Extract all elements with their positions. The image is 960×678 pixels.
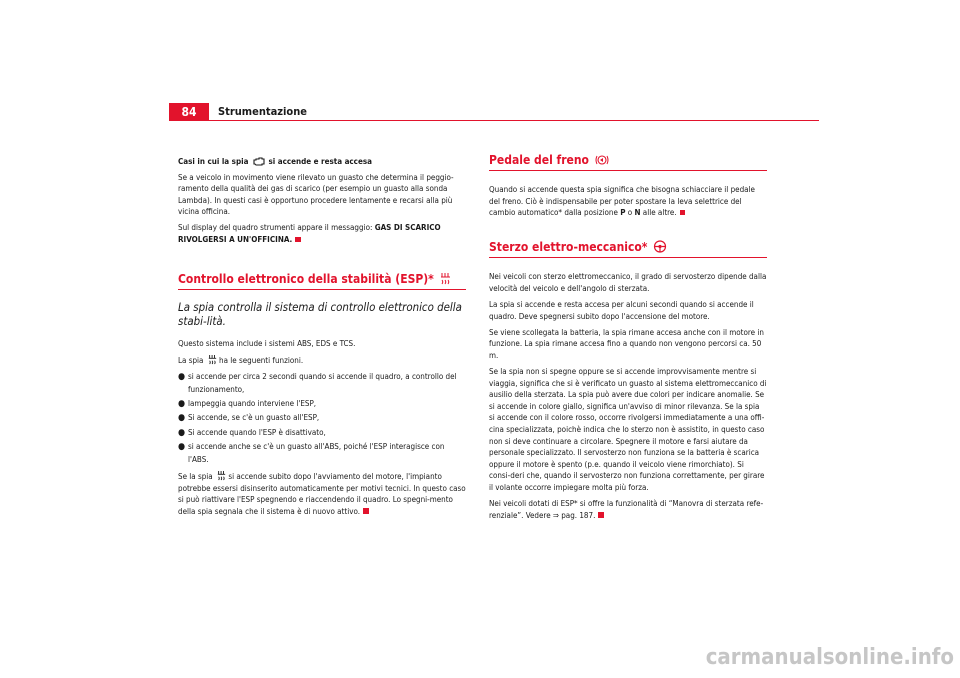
esp-bullet-item xyxy=(178,398,466,411)
section-end-marker xyxy=(363,508,369,514)
bullet-text: Si accende quando l'ESP è disattivato, xyxy=(188,427,326,437)
header-rule xyxy=(169,120,819,121)
bullet-text: si accende per circa 2 secondi quando si accende il quadro, a controllo del funzionamento, xyxy=(188,372,457,394)
bullet-dot: ● xyxy=(178,427,186,438)
bullet-text: Si accende, se c'è un guasto all'ESP, xyxy=(188,413,320,423)
esp-restart-pre: Se la spia xyxy=(178,472,213,481)
esp-title-text: Controllo elettronico della stabilità (ESP)* xyxy=(178,272,434,287)
section-end-marker xyxy=(598,512,604,518)
watermark: carmanualsonline.info xyxy=(705,645,954,670)
brake-text: Quando si accende questa spia significa che bisogna schiacciare il pedale del freno. Ciò è indispensabile per poter spostare la leva selettrice del cambio automatico* dalla posizione xyxy=(489,185,755,218)
esp-functions-intro xyxy=(178,354,466,367)
bullet-dot: ● xyxy=(178,372,186,383)
esp-restart-post: si accende subito dopo l'avviamento del motore, l'impianto potrebbe essersi disinserito automaticamente per motivi tecnici. In questo caso si può riattivare l'ESP spegnendo e riaccendendo il quadro. Lo spegni-mento della spia segnala che il sistema è di nuovo attivo. xyxy=(178,472,466,516)
page-number-tab: 84 xyxy=(169,103,209,120)
display-message: GAS DI SCARICO RIVOLGERSI A UN'OFFICINA. xyxy=(178,223,441,245)
esp-bullet-item xyxy=(178,412,466,425)
esp-section-heading xyxy=(178,272,466,290)
right-column xyxy=(489,153,767,526)
brake-text-end: alle altre. xyxy=(642,208,677,218)
bullet-text: lampeggia quando interviene l'ESP, xyxy=(188,398,317,408)
gear-position-n: N xyxy=(634,208,641,218)
esp-skid-icon xyxy=(440,272,451,285)
steering-paragraph-1: Nei veicoli con sterzo elettromeccanico, il grado di servosterzo dipende dalla velocità del veicolo e dell'angolo di sterzata. xyxy=(489,272,767,293)
brake-pedal-icon xyxy=(595,154,609,166)
engine-warning-icon xyxy=(253,157,266,166)
engine-lamp-lead xyxy=(178,156,466,168)
steering-paragraph-5 xyxy=(489,498,767,521)
steering-title-text: Sterzo elettro-meccanico* xyxy=(489,240,648,255)
steering-wheel-icon xyxy=(653,240,667,253)
steering-paragraph-2: La spia si accende e resta accesa per alcuni secondi quando si accende il quadro. Deve spegnersi subito dopo l'accensione del motore. xyxy=(489,299,754,321)
esp-subtitle: La spia controlla il sistema di controllo elettronico della stabi-lità. xyxy=(178,300,462,329)
bullet-dot: ● xyxy=(178,442,186,453)
left-column xyxy=(178,156,466,522)
lead-text-pre: Casi in cui la spia xyxy=(178,157,249,166)
brake-paragraph xyxy=(489,184,767,219)
steering-section-heading xyxy=(489,240,767,258)
steering-paragraph-4: Se la spia non si spegne oppure se si accende improvvisamente mentre si viaggia, significa che si è verificato un guasto al sistema elettromeccanico di ausilio della sterzata. La spia può avere due colori per indicare anomalie. Se si accende in colore giallo, significa un'avviso di minor rilevanza. Se la spia si accende con il colore rosso, occorre rivolgersi immediatamente a una offi-cina specializzata, poichè indica che lo sterzo non è assistito, in questo caso non si deve continuare a circolare. Spegnere il motore e farsi aiutare da personale specializzato. Il servosterzo non funziona se la batteria è scarica oppure il motore è spento (p.e. quando il veicolo viene rimorchiato). Si consi-deri che, quando il servosterzo non funziona correttamente, per girare il volante occorre impiegare molta più forza. xyxy=(489,366,767,492)
bullet-dot: ● xyxy=(178,413,186,424)
brake-text-or: o xyxy=(627,208,633,218)
brake-title-text: Pedale del freno xyxy=(489,153,589,167)
esp-bullet-item xyxy=(178,427,466,440)
gear-position-p: P xyxy=(620,208,626,218)
esp-functions-pre: La spia xyxy=(178,356,204,366)
lead-text-post: si accende e resta accesa xyxy=(268,157,372,166)
steering-paragraph-3: Se viene scollegata la batteria, la spia rimane accesa anche con il motore in funzione. La spia rimane accesa fino a quando non vengono percorsi ca. 50 m. xyxy=(489,327,764,360)
chapter-title: Strumentazione xyxy=(218,105,307,118)
message-intro: Sul display del quadro strumenti appare il messaggio: xyxy=(178,223,373,233)
esp-functions-post: ha le seguenti funzioni. xyxy=(219,356,304,366)
esp-intro: Questo sistema include i sistemi ABS, EDS e TCS. xyxy=(178,339,356,349)
bullet-text: si accende anche se c'è un guasto all'ABS, poiché l'ESP interagisce con l'ABS. xyxy=(188,442,445,464)
steering-p5-text: Nei veicoli dotati di ESP* si offre la funzionalità di “Manovra di sterzata refe-renziale”. Vedere ⇒ pag. 187. xyxy=(489,498,764,520)
esp-skid-icon xyxy=(217,470,226,481)
esp-bullet-item xyxy=(178,441,466,465)
brake-section-heading xyxy=(489,153,767,171)
bullet-dot: ● xyxy=(178,398,186,409)
engine-lamp-paragraph: Se a veicolo in movimento viene rilevato un guasto che determina il peggio-ramento della qualità dei gas di scarico (per esempio un guasto alla sonda Lambda). In questi casi è opportuno procedere lentamente e recarsi alla più vicina officina. xyxy=(178,172,454,217)
section-end-marker xyxy=(295,237,301,243)
esp-skid-icon xyxy=(208,354,217,365)
esp-bullet-item xyxy=(178,371,466,395)
engine-lamp-message-paragraph xyxy=(178,222,466,245)
section-end-marker xyxy=(680,210,686,216)
esp-restart-paragraph xyxy=(178,470,466,517)
